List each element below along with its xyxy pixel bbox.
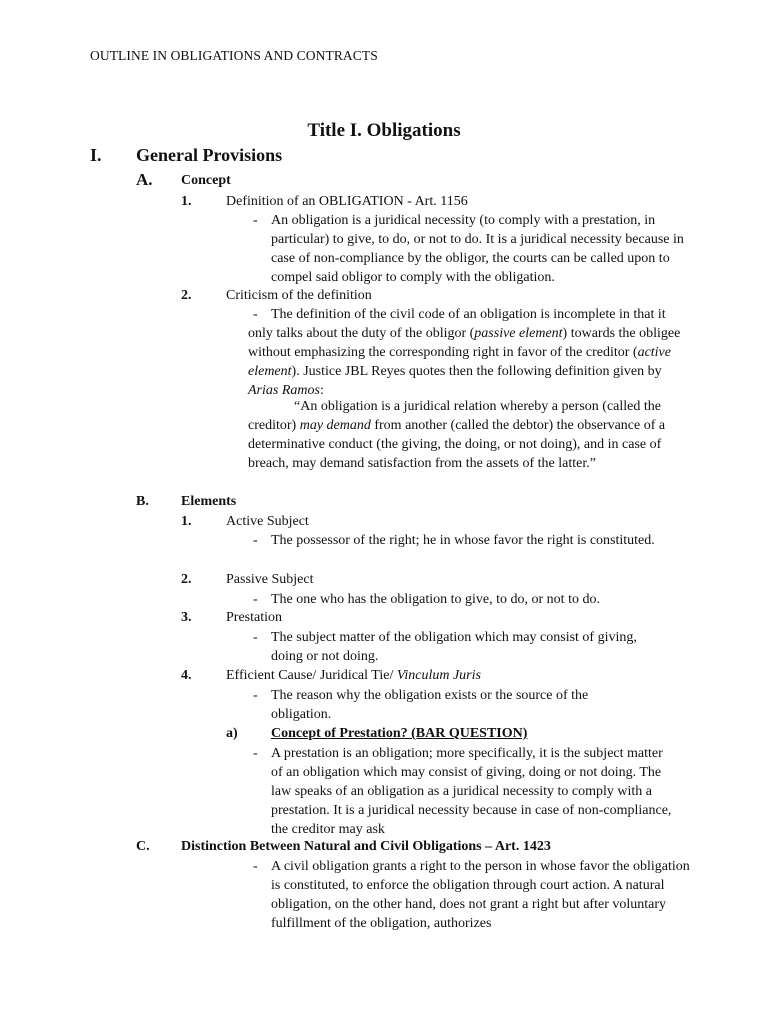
page-title: Title I. Obligations	[307, 120, 461, 141]
distinction-paragraph: A civil obligation grants a right to the person in whose favor the obligation is constituted, to enforce the obligation through court action. A natural obligation, on the other hand, does not grant a right but after voluntary fulfillment of the obligation, authorizes	[271, 859, 690, 931]
element-description: The one who has the obligation to give, to do, or not to do.	[271, 592, 600, 607]
definition-paragraph: An obligation is a juridical necessity (to comply with a prestation, in particular) to give, to do, or not to do. It is a juridical necessity because in case of non-compliance by the obligor, the courts can be called upon to compel said obligor to comply with the obligation.	[271, 213, 684, 285]
element-description: The reason why the obligation exists or the source of the obligation.	[271, 688, 589, 722]
item-number: 1.	[181, 514, 192, 529]
item-number: 1.	[181, 194, 192, 209]
item-number: 2.	[181, 572, 192, 587]
element-description: The subject matter of the obligation which may consist of giving, doing or not doing.	[271, 630, 637, 664]
item-heading: Passive Subject	[226, 572, 314, 587]
quote-text-2: from another (called the debtor) the observance of a determinative conduct (the giving, the doing, or not doing), and in case of breach, may demand satisfaction from the assets of the latter.”	[248, 418, 666, 471]
item-number: 2.	[181, 288, 192, 303]
item-heading: Criticism of the definition	[226, 288, 372, 303]
criticism-emphasis-2: active element	[248, 345, 671, 379]
prestation-paragraph: A prestation is an obligation; more specifically, it is the subject matter of an obligation which may consist of giving, doing or not doing. The law speaks of an obligation as a juridical necessity to comply with a prestation. It is a juridical necessity because in case of non-compliance, the creditor may ask	[271, 746, 672, 837]
sub-item-mark: a)	[226, 726, 238, 741]
item-heading: Definition of an OBLIGATION - Art. 1156	[226, 194, 468, 209]
criticism-emphasis-3: Arias Ramos	[248, 383, 320, 398]
subsection-b-heading: Elements	[181, 494, 237, 509]
section-number: I.	[90, 145, 102, 165]
bullet-dash: -	[253, 213, 258, 228]
bullet-dash: -	[253, 630, 258, 645]
bullet-dash: -	[253, 307, 258, 322]
item-number: 3.	[181, 610, 192, 625]
criticism-text-3: ). Justice JBL Reyes quotes then the following definition given by	[291, 364, 662, 379]
subsection-b-mark: B.	[136, 494, 149, 509]
item-heading: Active Subject	[226, 514, 309, 529]
criticism-text-1: The definition of the civil code of an obligation is incomplete in that it only talks about the duty of the obligor (	[248, 307, 666, 341]
subsection-c-heading: Distinction Between Natural and Civil Obligations – Art. 1423	[181, 839, 551, 854]
criticism-text-2: ) towards the obligee without emphasizing the corresponding right in favor of the creditor (	[248, 326, 681, 360]
bullet-dash: -	[253, 859, 258, 874]
bullet-dash: -	[253, 592, 258, 607]
bullet-dash: -	[253, 746, 258, 761]
item-number: 4.	[181, 668, 192, 683]
bar-question-heading: Concept of Prestation? (BAR QUESTION)	[271, 726, 528, 741]
element-description: The possessor of the right; he in whose favor the right is constituted.	[271, 533, 655, 548]
criticism-text-4: :	[319, 383, 324, 398]
criticism-paragraph	[248, 305, 684, 400]
subsection-c-mark: C.	[136, 839, 150, 854]
criticism-emphasis-1: passive element	[474, 326, 563, 341]
document-header: OUTLINE IN OBLIGATIONS AND CONTRACTS	[90, 48, 378, 63]
item-heading: Prestation	[226, 610, 282, 625]
subsection-a-heading: Concept	[181, 173, 231, 188]
bullet-dash: -	[253, 533, 258, 548]
quote-text-1: “An obligation is a juridical relation whereby a person (called the creditor)	[248, 399, 661, 433]
quote-emphasis: may demand	[299, 418, 371, 433]
subsection-a-mark: A.	[136, 170, 153, 189]
quoted-definition	[248, 397, 680, 473]
item-heading: Efficient Cause/ Juridical Tie/ Vinculum Juris	[226, 668, 481, 683]
bullet-dash: -	[253, 688, 258, 703]
section-heading: General Provisions	[136, 145, 283, 165]
